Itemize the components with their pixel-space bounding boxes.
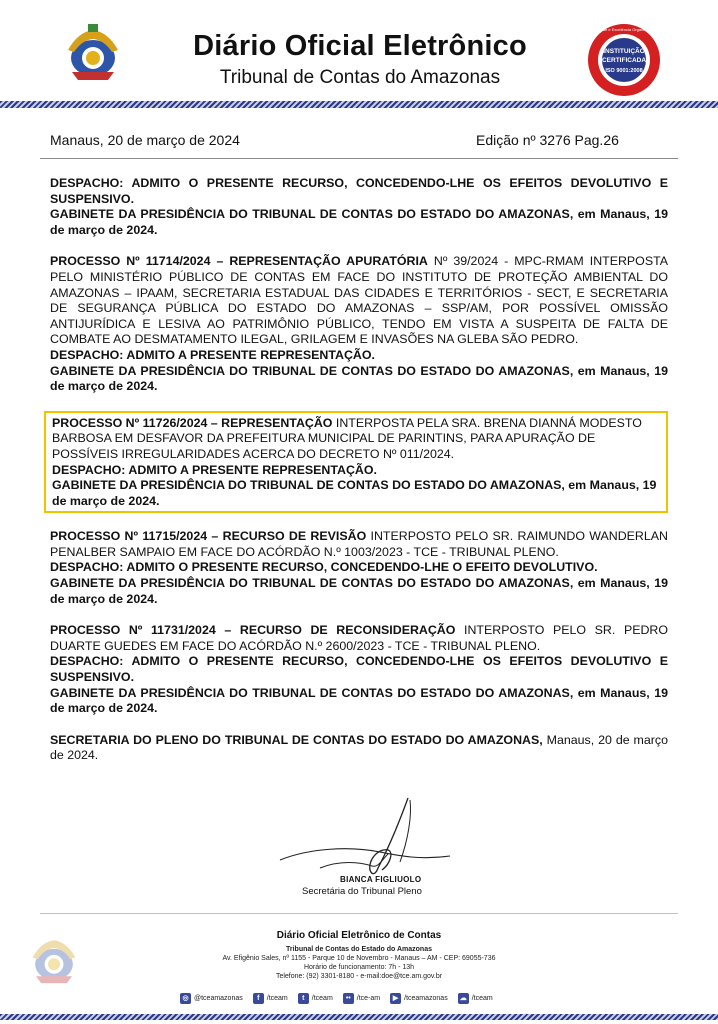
header-divider [40, 158, 678, 159]
process-paragraph [52, 416, 660, 463]
despacho-text: DESPACHO: ADMITO A PRESENTE REPRESENTAÇÃO. [50, 347, 375, 362]
social-flickr[interactable] [343, 993, 380, 1004]
process-body: INTERPOSTO PELO SR. RAIMUNDO WANDERLAN PENALBER SAMPAIO EM FACE DO ACÓRDÃO N.º 1003/2023 - TCE - TRIBUNAL PLENO. [50, 529, 668, 559]
svg-text:ISO 9001:2008: ISO 9001:2008 [605, 68, 643, 74]
youtube-icon: ▶ [390, 993, 401, 1004]
process-heading: PROCESSO Nº 11714/2024 – REPRESENTAÇÃO APURATÓRIA [50, 254, 428, 269]
signatory-name: BIANCA FIGLIUOLO [340, 875, 422, 884]
page-title: Diário Oficial Eletrônico [193, 30, 527, 62]
edition-page: Edição nº 3276 Pag.26 [476, 132, 619, 148]
closing-paragraph [50, 733, 668, 764]
despacho-text: DESPACHO: ADMITO A PRESENTE REPRESENTAÇÃO. [52, 462, 377, 477]
instagram-icon: ◎ [180, 993, 191, 1004]
signature-block [260, 790, 480, 910]
social-twitter[interactable] [298, 993, 333, 1004]
document-body [50, 176, 668, 780]
flickr-icon: •• [343, 993, 354, 1004]
despacho-text: DESPACHO: ADMITO O PRESENTE RECURSO, CONCEDENDO-LHE OS EFEITOS DEVOLUTIVO E SUSPENSIVO. [50, 176, 668, 206]
social-handle: @tceamazonas [194, 994, 243, 1002]
footer-divider [40, 913, 678, 914]
footer-org: Tribunal de Contas do Estado do Amazonas [286, 946, 432, 953]
social-handle: /tce-am [356, 994, 381, 1002]
process-paragraph [50, 623, 668, 654]
header-stripe [0, 101, 718, 108]
process-heading: PROCESSO Nº 11731/2024 – RECURSO DE RECONSIDERAÇÃO [50, 623, 456, 638]
social-instagram[interactable] [180, 993, 243, 1004]
svg-text:CERTIFICADA: CERTIFICADA [601, 57, 647, 64]
social-handle: /tceamazonas [404, 994, 448, 1002]
social-links [180, 991, 560, 1005]
social-handle: /tceam [471, 994, 493, 1002]
despacho-text: DESPACHO: ADMITO O PRESENTE RECURSO, CONCEDENDO-LHE OS EFEITOS DEVOLUTIVO E SUSPENSIVO. [50, 654, 668, 685]
process-paragraph [50, 254, 668, 348]
process-body: Nº 39/2024 - MPC-RMAM INTERPOSTA PELO MINISTÉRIO PÚBLICO DE CONTAS EM FACE DO INSTITUTO DE PROTEÇÃO AMBIENTAL DO AMAZONAS – IPAAM, SECRETARIA ESTADUAL DAS CIDADES E TERRITÓRIOS - SECT, E SECRETARIA DE SEGURANÇA PÚBLICA DO ESTADO DO AMAZONAS – SSP/AM, POR POSSÍVEL OMISSÃO ANTIJURÍDICA E LESIVA AO PATRIMÔNIO PÚBLICO, TENDO EM VISTA A SUSPEITA DE FALTA DE COMBATE AO DESMATAMENTO ILEGAL, GRILAGEM E INVASÕES NA GLEBA SÃO PEDRO. [50, 254, 669, 347]
gabinete-text: GABINETE DA PRESIDÊNCIA DO TRIBUNAL DE CONTAS DO ESTADO DO AMAZONAS, em Manaus, 19 de março de 2024. [52, 478, 657, 508]
signatory-role: Secretária do Tribunal Pleno [302, 886, 422, 897]
place-date: Manaus, 20 de março de 2024 [50, 132, 240, 148]
despacho-text: DESPACHO: ADMITO O PRESENTE RECURSO, CONCEDENDO-LHE O EFEITO DEVOLUTIVO. [50, 560, 598, 575]
social-facebook[interactable] [253, 993, 288, 1004]
page-header [0, 0, 718, 100]
highlighted-decision-block [44, 411, 668, 514]
iso-certification-seal [586, 22, 662, 98]
decision-block-5 [50, 623, 668, 717]
gabinete-text: GABINETE DA PRESIDÊNCIA DO TRIBUNAL DE CONTAS DO ESTADO DO AMAZONAS, em Manaus, 19 de março de 2024. [50, 207, 668, 237]
cloud-icon: ☁ [459, 994, 467, 1002]
decision-block-1 [50, 176, 668, 238]
page-subtitle: Tribunal de Contas do Amazonas [219, 67, 501, 88]
social-soundcloud[interactable] [458, 993, 493, 1004]
twitter-icon: t [298, 993, 309, 1004]
social-youtube[interactable] [390, 993, 448, 1004]
process-heading: PROCESSO Nº 11715/2024 – RECURSO DE REVISÃO [50, 529, 367, 544]
amazonas-crest-logo [58, 22, 128, 84]
svg-text:INSTITUIÇÃO: INSTITUIÇÃO [603, 48, 645, 55]
gabinete-text: GABINETE DA PRESIDÊNCIA DO TRIBUNAL DE CONTAS DO ESTADO DO AMAZONAS, em Manaus, 19 de março de 2024. [50, 576, 668, 606]
social-handle: /tceam [266, 994, 288, 1002]
gabinete-text: GABINETE DA PRESIDÊNCIA DO TRIBUNAL DE CONTAS DO ESTADO DO AMAZONAS, em Manaus, 19 de março de 2024. [50, 363, 668, 394]
footer-stripe [0, 1014, 718, 1020]
closing-block [50, 733, 668, 764]
footer-contact: Telefone: (92) 3301-8180 - e-mail:doe@tce.am.gov.br [275, 973, 443, 980]
footer-hours: Horário de funcionamento: 7h - 13h [303, 964, 415, 971]
process-heading: PROCESSO Nº 11726/2024 – REPRESENTAÇÃO [52, 415, 333, 430]
decision-block-2 [50, 254, 668, 394]
footer-address: Av. Efigênio Sales, nº 1155 - Parque 10 de Novembro - Manaus – AM - CEP: 69055-736 [222, 955, 496, 962]
facebook-icon: f [253, 993, 264, 1004]
process-body: INTERPOSTA PELA SRA. BRENA DIANNÁ MODESTO BARBOSA EM DESFAVOR DA PREFEITURA MUNICIPAL DE PARINTINS, PARA APURAÇÃO DE POSSÍVEIS IRREGULARIDADES ACERCA DO DECRETO Nº 011/2024. [52, 415, 642, 461]
closing-date: Manaus, 20 de março de 2024. [50, 732, 668, 763]
social-handle: /tceam [311, 994, 333, 1002]
process-paragraph [50, 529, 668, 560]
process-body: INTERPOSTO PELO SR. PEDRO DUARTE GUEDES EM FACE DO ACÓRDÃO N.º 2600/2023 - TCE - TRIBUNAL PLENO. [50, 623, 669, 653]
closing-heading: SECRETARIA DO PLENO DO TRIBUNAL DE CONTAS DO ESTADO DO AMAZONAS, [50, 732, 543, 747]
footer-info [200, 930, 518, 981]
footer-title: Diário Oficial Eletrônico de Contas [276, 930, 442, 941]
gabinete-text: GABINETE DA PRESIDÊNCIA DO TRIBUNAL DE CONTAS DO ESTADO DO AMAZONAS, em Manaus, 19 de março de 2024. [50, 685, 668, 716]
decision-block-4 [50, 529, 668, 607]
footer-crest-watermark [24, 930, 84, 990]
svg-text:Qualidade e Excelência Organiz: Qualidade e Excelência Organizacional [589, 27, 659, 32]
